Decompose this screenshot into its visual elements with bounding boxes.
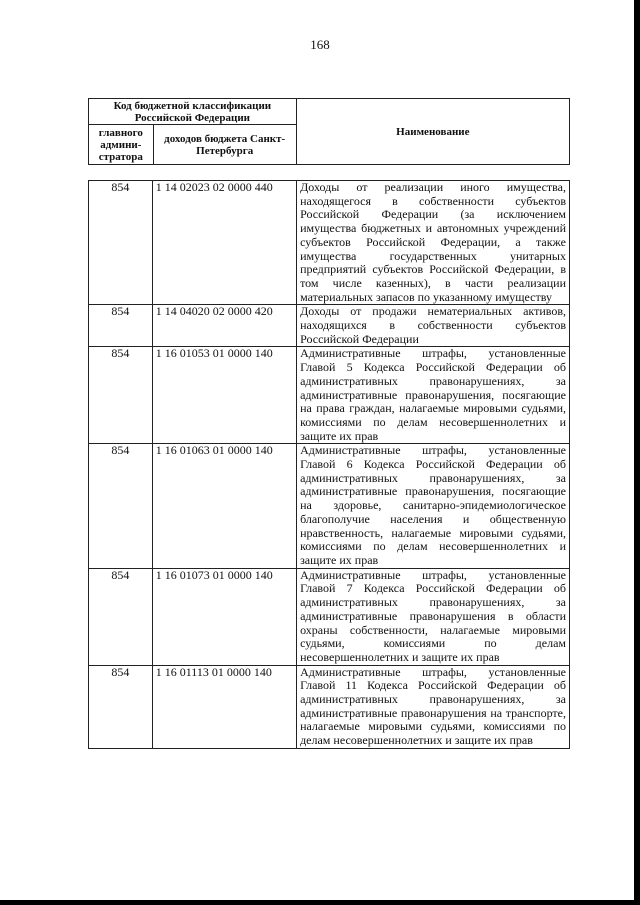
row-name: Доходы от продажи нематериальных активов, находящихся в собственности субъектов Российской Федерации	[297, 305, 570, 347]
row-budget-code: 1 16 01053 01 0000 140	[152, 347, 296, 444]
header-group-title: Код бюджетной классификации Российской Федерации	[89, 99, 297, 125]
row-admin-code: 854	[89, 181, 153, 305]
scan-right-edge	[634, 0, 640, 905]
row-name: Административные штрафы, установленные Главой 6 Кодекса Российской Федерации об административных правонарушениях, за административные правонарушения, посягающие на здоровье, санитарно-эпидемиологическое благополучие населения и общественную нравственность, налагаемые мировыми судьями, комиссиями по делам несовершеннолетних и защите их прав	[297, 444, 570, 568]
row-budget-code: 1 14 02023 02 0000 440	[152, 181, 296, 305]
table-header	[88, 98, 570, 165]
page-number: 168	[310, 37, 330, 52]
table-row	[89, 181, 570, 305]
row-admin-code: 854	[89, 444, 153, 568]
header-col-income: доходов бюджета Санкт-Петербурга	[153, 125, 296, 165]
row-name: Административные штрафы, установленные Главой 5 Кодекса Российской Федерации об административных правонарушениях, за административные правонарушения, посягающие на права граждан, налагаемые мировыми судьями, комиссиями по делам несовершеннолетних и защите их прав	[297, 347, 570, 444]
row-admin-code: 854	[89, 665, 153, 748]
row-name: Административные штрафы, установленные Главой 7 Кодекса Российской Федерации об административных правонарушениях, за административные правонарушения в области охраны собственности, налагаемые мировыми судьями, комиссиями по делам несовершеннолетних и защите их прав	[297, 568, 570, 665]
table-body	[89, 181, 570, 749]
scan-bottom-edge	[0, 900, 640, 905]
header-col-name: Наименование	[296, 99, 569, 165]
row-name: Административные штрафы, установленные Главой 11 Кодекса Российской Федерации об административных правонарушениях, за административные правонарушения на транспорте, налагаемые мировыми судьями, комиссиями по делам несовершеннолетних и защите их прав	[297, 665, 570, 748]
row-admin-code: 854	[89, 347, 153, 444]
row-budget-code: 1 16 01113 01 0000 140	[152, 665, 296, 748]
table-row	[89, 444, 570, 568]
row-admin-code: 854	[89, 568, 153, 665]
table-row	[89, 347, 570, 444]
data-table	[88, 180, 570, 749]
table-row	[89, 568, 570, 665]
row-budget-code: 1 14 04020 02 0000 420	[152, 305, 296, 347]
row-name: Доходы от реализации иного имущества, находящегося в собственности субъектов Российской Федерации (за исключением имущества бюджетных и автономных учреждений субъектов Российской Федерации, а также имущества государственных унитарных предприятий субъектов Российской Федерации, в том числе казенных), в части реализации материальных запасов по указанному имуществу	[297, 181, 570, 305]
table-row	[89, 665, 570, 748]
row-budget-code: 1 16 01073 01 0000 140	[152, 568, 296, 665]
row-admin-code: 854	[89, 305, 153, 347]
table-row	[89, 305, 570, 347]
header-col-admin: главного админи-стратора	[89, 125, 154, 165]
row-budget-code: 1 16 01063 01 0000 140	[152, 444, 296, 568]
